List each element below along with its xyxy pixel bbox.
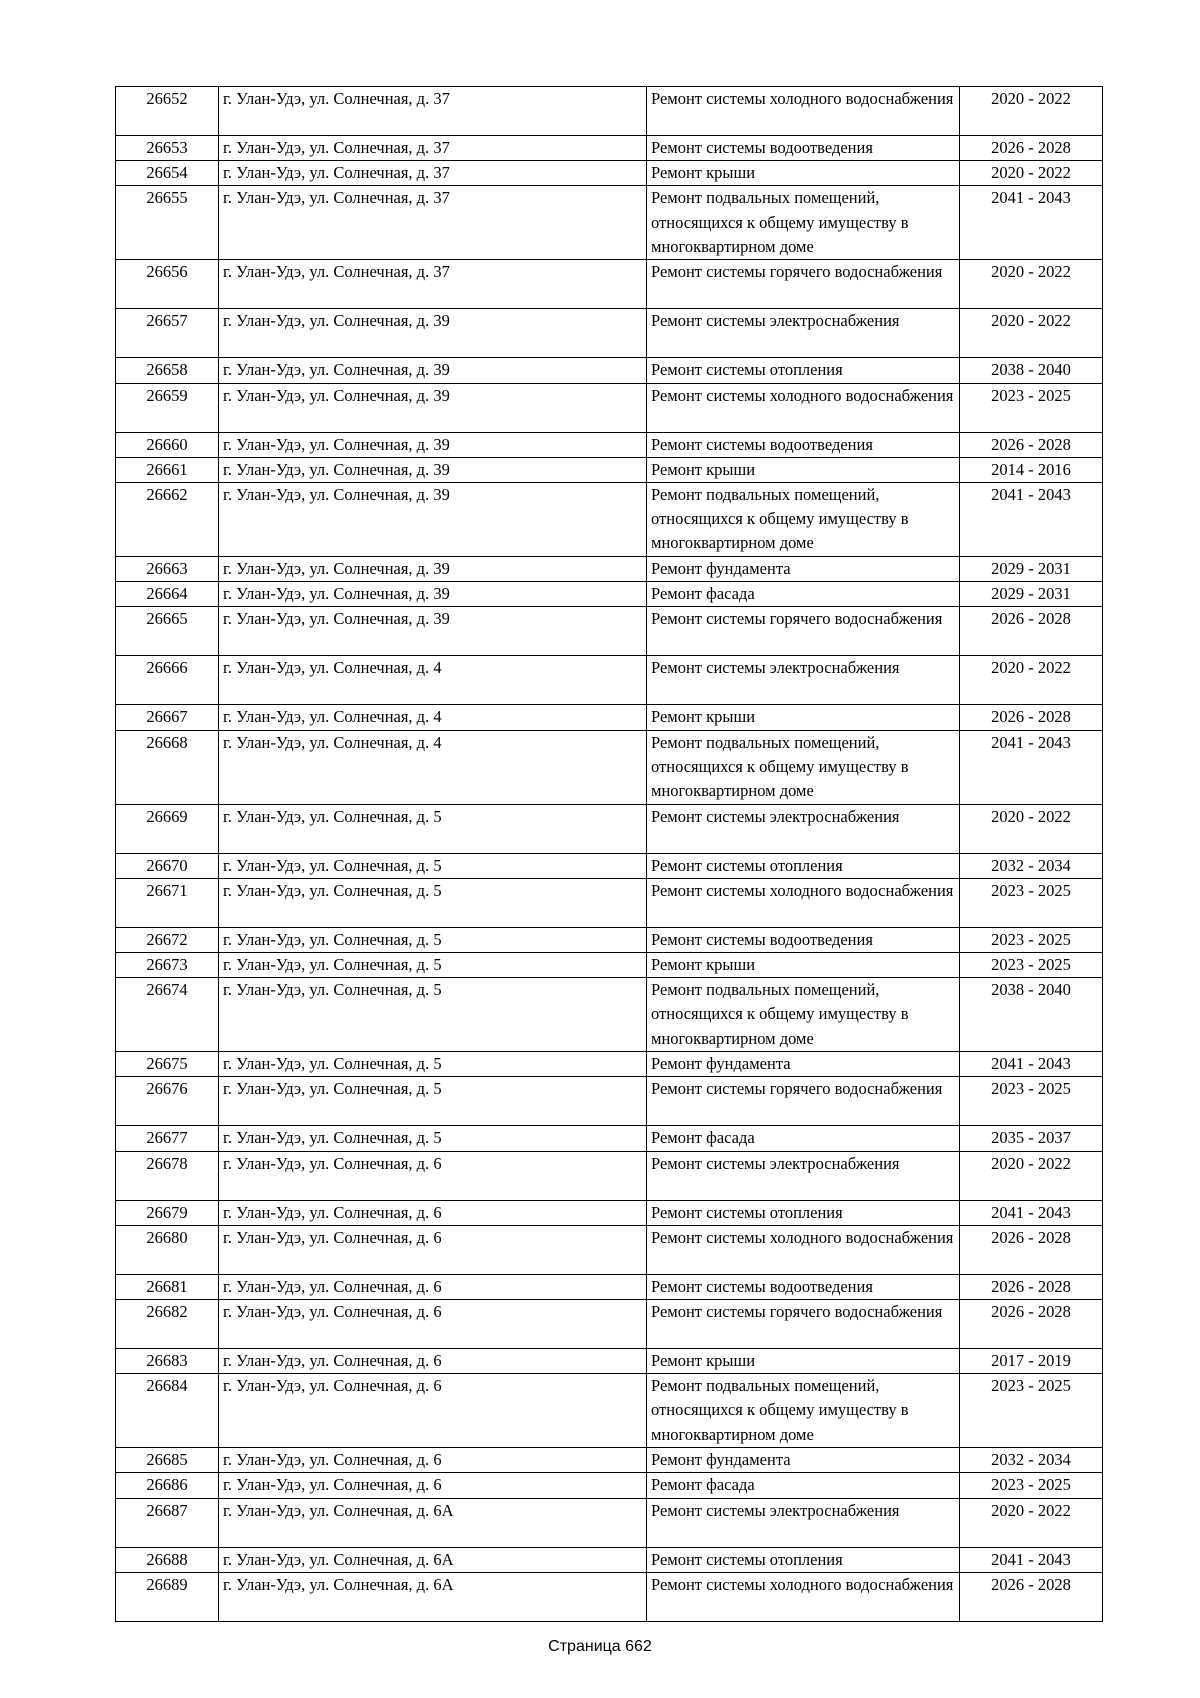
- address-cell: г. Улан-Удэ, ул. Солнечная, д. 6: [219, 1349, 647, 1374]
- work-type-cell: Ремонт системы отопления: [647, 358, 960, 383]
- period-cell: 2023 - 2025: [960, 953, 1103, 978]
- address-cell: г. Улан-Удэ, ул. Солнечная, д. 6: [219, 1225, 647, 1274]
- table-row: [116, 1448, 1103, 1473]
- table-row: [116, 1052, 1103, 1077]
- table-row: [116, 1077, 1103, 1126]
- period-cell: 2041 - 2043: [960, 1052, 1103, 1077]
- work-type-cell: Ремонт системы электроснабжения: [647, 804, 960, 853]
- work-type-cell: Ремонт системы горячего водоснабжения: [647, 1077, 960, 1126]
- work-type-cell: Ремонт фундамента: [647, 557, 960, 582]
- row-number-cell: 26671: [116, 878, 219, 927]
- work-type-cell: Ремонт системы холодного водоснабжения: [647, 1572, 960, 1621]
- row-number-cell: 26661: [116, 457, 219, 482]
- work-type-cell: Ремонт системы водоотведения: [647, 927, 960, 952]
- row-number-cell: 26673: [116, 953, 219, 978]
- period-cell: 2041 - 2043: [960, 730, 1103, 804]
- table-row: [116, 582, 1103, 607]
- table-row: [116, 1547, 1103, 1572]
- row-number-cell: 26676: [116, 1077, 219, 1126]
- table-row: [116, 978, 1103, 1052]
- work-type-cell: Ремонт крыши: [647, 1349, 960, 1374]
- work-type-cell: Ремонт системы горячего водоснабжения: [647, 607, 960, 656]
- row-number-cell: 26685: [116, 1448, 219, 1473]
- address-cell: г. Улан-Удэ, ул. Солнечная, д. 6: [219, 1274, 647, 1299]
- period-cell: 2023 - 2025: [960, 878, 1103, 927]
- row-number-cell: 26679: [116, 1200, 219, 1225]
- work-type-cell: Ремонт подвальных помещений, относящихся к общему имуществу в многоквартирном доме: [647, 186, 960, 260]
- work-type-cell: Ремонт системы холодного водоснабжения: [647, 383, 960, 432]
- period-cell: 2026 - 2028: [960, 607, 1103, 656]
- row-number-cell: 26681: [116, 1274, 219, 1299]
- address-cell: г. Улан-Удэ, ул. Солнечная, д. 39: [219, 607, 647, 656]
- work-type-cell: Ремонт системы водоотведения: [647, 136, 960, 161]
- row-number-cell: 26686: [116, 1473, 219, 1498]
- address-cell: г. Улан-Удэ, ул. Солнечная, д. 37: [219, 136, 647, 161]
- work-type-cell: Ремонт фундамента: [647, 1448, 960, 1473]
- period-cell: 2026 - 2028: [960, 1274, 1103, 1299]
- row-number-cell: 26653: [116, 136, 219, 161]
- row-number-cell: 26663: [116, 557, 219, 582]
- row-number-cell: 26664: [116, 582, 219, 607]
- period-cell: 2020 - 2022: [960, 161, 1103, 186]
- period-cell: 2020 - 2022: [960, 1151, 1103, 1200]
- address-cell: г. Улан-Удэ, ул. Солнечная, д. 37: [219, 186, 647, 260]
- row-number-cell: 26667: [116, 705, 219, 730]
- period-cell: 2029 - 2031: [960, 582, 1103, 607]
- address-cell: г. Улан-Удэ, ул. Солнечная, д. 6А: [219, 1498, 647, 1547]
- table-row: [116, 1274, 1103, 1299]
- table-row: [116, 1151, 1103, 1200]
- row-number-cell: 26672: [116, 927, 219, 952]
- table-row: [116, 927, 1103, 952]
- table-row: [116, 878, 1103, 927]
- table-row: [116, 1300, 1103, 1349]
- period-cell: 2038 - 2040: [960, 358, 1103, 383]
- row-number-cell: 26684: [116, 1374, 219, 1448]
- row-number-cell: 26688: [116, 1547, 219, 1572]
- work-type-cell: Ремонт системы водоотведения: [647, 1274, 960, 1299]
- table-row: [116, 1200, 1103, 1225]
- work-type-cell: Ремонт фасада: [647, 582, 960, 607]
- work-type-cell: Ремонт подвальных помещений, относящихся к общему имуществу в многоквартирном доме: [647, 730, 960, 804]
- period-cell: 2029 - 2031: [960, 557, 1103, 582]
- address-cell: г. Улан-Удэ, ул. Солнечная, д. 5: [219, 978, 647, 1052]
- period-cell: 2026 - 2028: [960, 1225, 1103, 1274]
- address-cell: г. Улан-Удэ, ул. Солнечная, д. 39: [219, 483, 647, 557]
- address-cell: г. Улан-Удэ, ул. Солнечная, д. 5: [219, 878, 647, 927]
- address-cell: г. Улан-Удэ, ул. Солнечная, д. 6: [219, 1448, 647, 1473]
- row-number-cell: 26657: [116, 309, 219, 358]
- row-number-cell: 26668: [116, 730, 219, 804]
- address-cell: г. Улан-Удэ, ул. Солнечная, д. 37: [219, 87, 647, 136]
- row-number-cell: 26654: [116, 161, 219, 186]
- repair-schedule-table: [115, 86, 1103, 1622]
- address-cell: г. Улан-Удэ, ул. Солнечная, д. 37: [219, 161, 647, 186]
- table-row: [116, 383, 1103, 432]
- period-cell: 2020 - 2022: [960, 87, 1103, 136]
- row-number-cell: 26656: [116, 260, 219, 309]
- row-number-cell: 26674: [116, 978, 219, 1052]
- period-cell: 2020 - 2022: [960, 656, 1103, 705]
- period-cell: 2041 - 2043: [960, 1200, 1103, 1225]
- address-cell: г. Улан-Удэ, ул. Солнечная, д. 5: [219, 953, 647, 978]
- period-cell: 2035 - 2037: [960, 1126, 1103, 1151]
- table-row: [116, 1374, 1103, 1448]
- work-type-cell: Ремонт подвальных помещений, относящихся к общему имуществу в многоквартирном доме: [647, 978, 960, 1052]
- table-row: [116, 557, 1103, 582]
- address-cell: г. Улан-Удэ, ул. Солнечная, д. 4: [219, 656, 647, 705]
- work-type-cell: Ремонт крыши: [647, 705, 960, 730]
- period-cell: 2020 - 2022: [960, 1498, 1103, 1547]
- period-cell: 2014 - 2016: [960, 457, 1103, 482]
- work-type-cell: Ремонт крыши: [647, 457, 960, 482]
- table-row: [116, 705, 1103, 730]
- period-cell: 2020 - 2022: [960, 260, 1103, 309]
- address-cell: г. Улан-Удэ, ул. Солнечная, д. 6А: [219, 1572, 647, 1621]
- work-type-cell: Ремонт системы холодного водоснабжения: [647, 1225, 960, 1274]
- table-row: [116, 607, 1103, 656]
- period-cell: 2023 - 2025: [960, 1473, 1103, 1498]
- row-number-cell: 26662: [116, 483, 219, 557]
- address-cell: г. Улан-Удэ, ул. Солнечная, д. 6: [219, 1200, 647, 1225]
- table-row: [116, 1572, 1103, 1621]
- work-type-cell: Ремонт системы электроснабжения: [647, 1498, 960, 1547]
- row-number-cell: 26659: [116, 383, 219, 432]
- row-number-cell: 26655: [116, 186, 219, 260]
- table-row: [116, 1225, 1103, 1274]
- address-cell: г. Улан-Удэ, ул. Солнечная, д. 5: [219, 1052, 647, 1077]
- table-row: [116, 260, 1103, 309]
- period-cell: 2026 - 2028: [960, 705, 1103, 730]
- period-cell: 2041 - 2043: [960, 186, 1103, 260]
- address-cell: г. Улан-Удэ, ул. Солнечная, д. 6: [219, 1300, 647, 1349]
- address-cell: г. Улан-Удэ, ул. Солнечная, д. 6: [219, 1473, 647, 1498]
- address-cell: г. Улан-Удэ, ул. Солнечная, д. 5: [219, 1126, 647, 1151]
- period-cell: 2023 - 2025: [960, 1077, 1103, 1126]
- period-cell: 2017 - 2019: [960, 1349, 1103, 1374]
- address-cell: г. Улан-Удэ, ул. Солнечная, д. 39: [219, 383, 647, 432]
- work-type-cell: Ремонт системы электроснабжения: [647, 1151, 960, 1200]
- table-row: [116, 186, 1103, 260]
- work-type-cell: Ремонт крыши: [647, 953, 960, 978]
- table-row: [116, 483, 1103, 557]
- row-number-cell: 26665: [116, 607, 219, 656]
- row-number-cell: 26680: [116, 1225, 219, 1274]
- address-cell: г. Улан-Удэ, ул. Солнечная, д. 39: [219, 557, 647, 582]
- work-type-cell: Ремонт системы отопления: [647, 1547, 960, 1572]
- address-cell: г. Улан-Удэ, ул. Солнечная, д. 39: [219, 457, 647, 482]
- period-cell: 2041 - 2043: [960, 483, 1103, 557]
- row-number-cell: 26682: [116, 1300, 219, 1349]
- period-cell: 2023 - 2025: [960, 1374, 1103, 1448]
- address-cell: г. Улан-Удэ, ул. Солнечная, д. 5: [219, 804, 647, 853]
- table-row: [116, 1473, 1103, 1498]
- row-number-cell: 26652: [116, 87, 219, 136]
- period-cell: 2026 - 2028: [960, 1572, 1103, 1621]
- address-cell: г. Улан-Удэ, ул. Солнечная, д. 5: [219, 853, 647, 878]
- table-row: [116, 432, 1103, 457]
- address-cell: г. Улан-Удэ, ул. Солнечная, д. 4: [219, 705, 647, 730]
- row-number-cell: 26660: [116, 432, 219, 457]
- table-row: [116, 1126, 1103, 1151]
- period-cell: 2023 - 2025: [960, 383, 1103, 432]
- work-type-cell: Ремонт системы электроснабжения: [647, 309, 960, 358]
- work-type-cell: Ремонт фасада: [647, 1126, 960, 1151]
- table-row: [116, 309, 1103, 358]
- period-cell: 2023 - 2025: [960, 927, 1103, 952]
- address-cell: г. Улан-Удэ, ул. Солнечная, д. 6А: [219, 1547, 647, 1572]
- row-number-cell: 26677: [116, 1126, 219, 1151]
- address-cell: г. Улан-Удэ, ул. Солнечная, д. 39: [219, 358, 647, 383]
- address-cell: г. Улан-Удэ, ул. Солнечная, д. 6: [219, 1151, 647, 1200]
- work-type-cell: Ремонт системы отопления: [647, 1200, 960, 1225]
- row-number-cell: 26666: [116, 656, 219, 705]
- work-type-cell: Ремонт крыши: [647, 161, 960, 186]
- row-number-cell: 26689: [116, 1572, 219, 1621]
- work-type-cell: Ремонт подвальных помещений, относящихся к общему имуществу в многоквартирном доме: [647, 483, 960, 557]
- period-cell: 2020 - 2022: [960, 804, 1103, 853]
- work-type-cell: Ремонт системы отопления: [647, 853, 960, 878]
- address-cell: г. Улан-Удэ, ул. Солнечная, д. 39: [219, 309, 647, 358]
- table-row: [116, 1349, 1103, 1374]
- address-cell: г. Улан-Удэ, ул. Солнечная, д. 4: [219, 730, 647, 804]
- period-cell: 2032 - 2034: [960, 853, 1103, 878]
- table-row: [116, 457, 1103, 482]
- table-row: [116, 730, 1103, 804]
- work-type-cell: Ремонт системы водоотведения: [647, 432, 960, 457]
- table-row: [116, 953, 1103, 978]
- table-body: [116, 87, 1103, 1622]
- row-number-cell: 26678: [116, 1151, 219, 1200]
- page-number: Страница 662: [548, 1638, 652, 1655]
- table-row: [116, 87, 1103, 136]
- row-number-cell: 26658: [116, 358, 219, 383]
- row-number-cell: 26687: [116, 1498, 219, 1547]
- period-cell: 2032 - 2034: [960, 1448, 1103, 1473]
- address-cell: г. Улан-Удэ, ул. Солнечная, д. 39: [219, 582, 647, 607]
- row-number-cell: 26675: [116, 1052, 219, 1077]
- period-cell: 2026 - 2028: [960, 136, 1103, 161]
- work-type-cell: Ремонт фундамента: [647, 1052, 960, 1077]
- address-cell: г. Улан-Удэ, ул. Солнечная, д. 37: [219, 260, 647, 309]
- work-type-cell: Ремонт системы холодного водоснабжения: [647, 878, 960, 927]
- table-row: [116, 804, 1103, 853]
- period-cell: 2026 - 2028: [960, 1300, 1103, 1349]
- row-number-cell: 26670: [116, 853, 219, 878]
- table-row: [116, 161, 1103, 186]
- table-row: [116, 853, 1103, 878]
- address-cell: г. Улан-Удэ, ул. Солнечная, д. 5: [219, 1077, 647, 1126]
- period-cell: 2038 - 2040: [960, 978, 1103, 1052]
- address-cell: г. Улан-Удэ, ул. Солнечная, д. 6: [219, 1374, 647, 1448]
- row-number-cell: 26683: [116, 1349, 219, 1374]
- period-cell: 2026 - 2028: [960, 432, 1103, 457]
- table-row: [116, 656, 1103, 705]
- work-type-cell: Ремонт системы холодного водоснабжения: [647, 87, 960, 136]
- work-type-cell: Ремонт системы горячего водоснабжения: [647, 1300, 960, 1349]
- work-type-cell: Ремонт подвальных помещений, относящихся к общему имуществу в многоквартирном доме: [647, 1374, 960, 1448]
- table-row: [116, 358, 1103, 383]
- table-row: [116, 136, 1103, 161]
- address-cell: г. Улан-Удэ, ул. Солнечная, д. 5: [219, 927, 647, 952]
- row-number-cell: 26669: [116, 804, 219, 853]
- work-type-cell: Ремонт системы горячего водоснабжения: [647, 260, 960, 309]
- table-row: [116, 1498, 1103, 1547]
- work-type-cell: Ремонт системы электроснабжения: [647, 656, 960, 705]
- period-cell: 2041 - 2043: [960, 1547, 1103, 1572]
- period-cell: 2020 - 2022: [960, 309, 1103, 358]
- work-type-cell: Ремонт фасада: [647, 1473, 960, 1498]
- address-cell: г. Улан-Удэ, ул. Солнечная, д. 39: [219, 432, 647, 457]
